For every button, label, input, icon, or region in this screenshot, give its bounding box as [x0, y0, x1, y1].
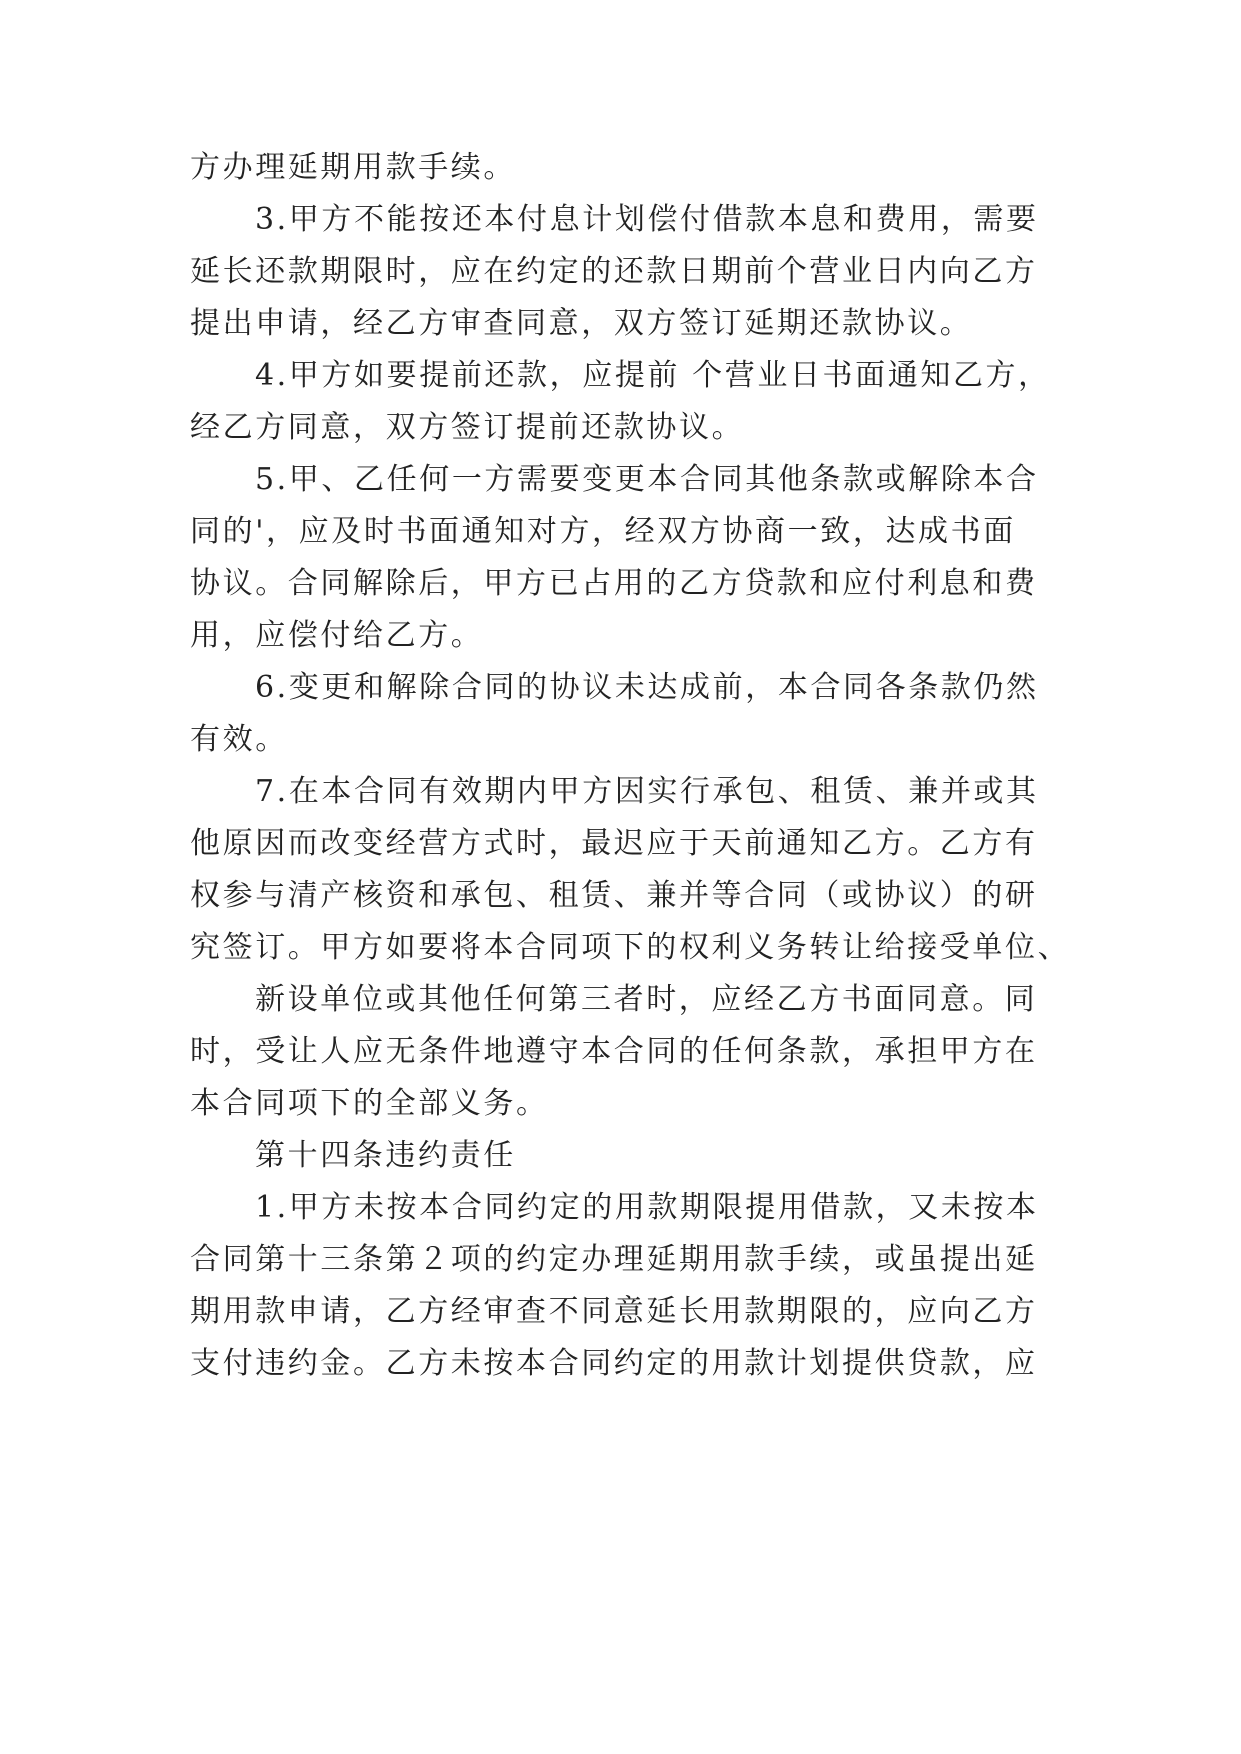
text-line: 延长还款期限时，应在约定的还款日期前个营业日内向乙方 — [190, 254, 1038, 289]
text-line: 方办理延期用款手续。 — [190, 150, 516, 185]
text-line: 提出申请，经乙方审查同意，双方签订延期还款协议。 — [190, 306, 973, 341]
text-line: 期用款申请，乙方经审查不同意延长用款期限的，应向乙方 — [190, 1294, 1038, 1329]
text-line: 时，受让人应无条件地遵守本合同的任何条款，承担甲方在 — [190, 1034, 1038, 1069]
section-heading: 第十四条违约责任 — [255, 1138, 516, 1173]
text-line: 他原因而改变经营方式时，最迟应于天前通知乙方。乙方有 — [190, 826, 1038, 861]
text-line: 7.在本合同有效期内甲方因实行承包、租赁、兼并或其 — [255, 774, 1039, 809]
text-line: 协议。合同解除后，甲方已占用的乙方贷款和应付利息和费 — [190, 566, 1038, 601]
text-line: 新设单位或其他任何第三者时，应经乙方书面同意。同 — [255, 982, 1038, 1017]
text-line: 1.甲方未按本合同约定的用款期限提用借款，又未按本 — [255, 1190, 1039, 1225]
text-line: 用，应偿付给乙方。 — [190, 618, 484, 653]
text-line: 6.变更和解除合同的协议未达成前，本合同各条款仍然 — [255, 670, 1039, 705]
text-line: 4.甲方如要提前还款，应提前 个营业日书面通知乙方， — [255, 358, 1051, 393]
text-line: 合同第十三条第２项的约定办理延期用款手续，或虽提出延 — [190, 1242, 1038, 1277]
text-line: 同的'，应及时书面通知对方，经双方协商一致，达成书面 — [190, 514, 1016, 549]
text-line: 3.甲方不能按还本付息计划偿付借款本息和费用，需要 — [255, 202, 1039, 237]
text-line: 5.甲、乙任何一方需要变更本合同其他条款或解除本合 — [255, 462, 1039, 497]
text-line: 有效。 — [190, 722, 288, 757]
text-line: 本合同项下的全部义务。 — [190, 1086, 549, 1121]
text-line: 究签订。甲方如要将本合同项下的权利义务转让给接受单位、 — [190, 930, 1071, 965]
text-line: 支付违约金。乙方未按本合同约定的用款计划提供贷款，应 — [190, 1346, 1038, 1381]
text-line: 权参与清产核资和承包、租赁、兼并等合同（或协议）的研 — [190, 878, 1038, 913]
text-line: 经乙方同意，双方签订提前还款协议。 — [190, 410, 745, 445]
